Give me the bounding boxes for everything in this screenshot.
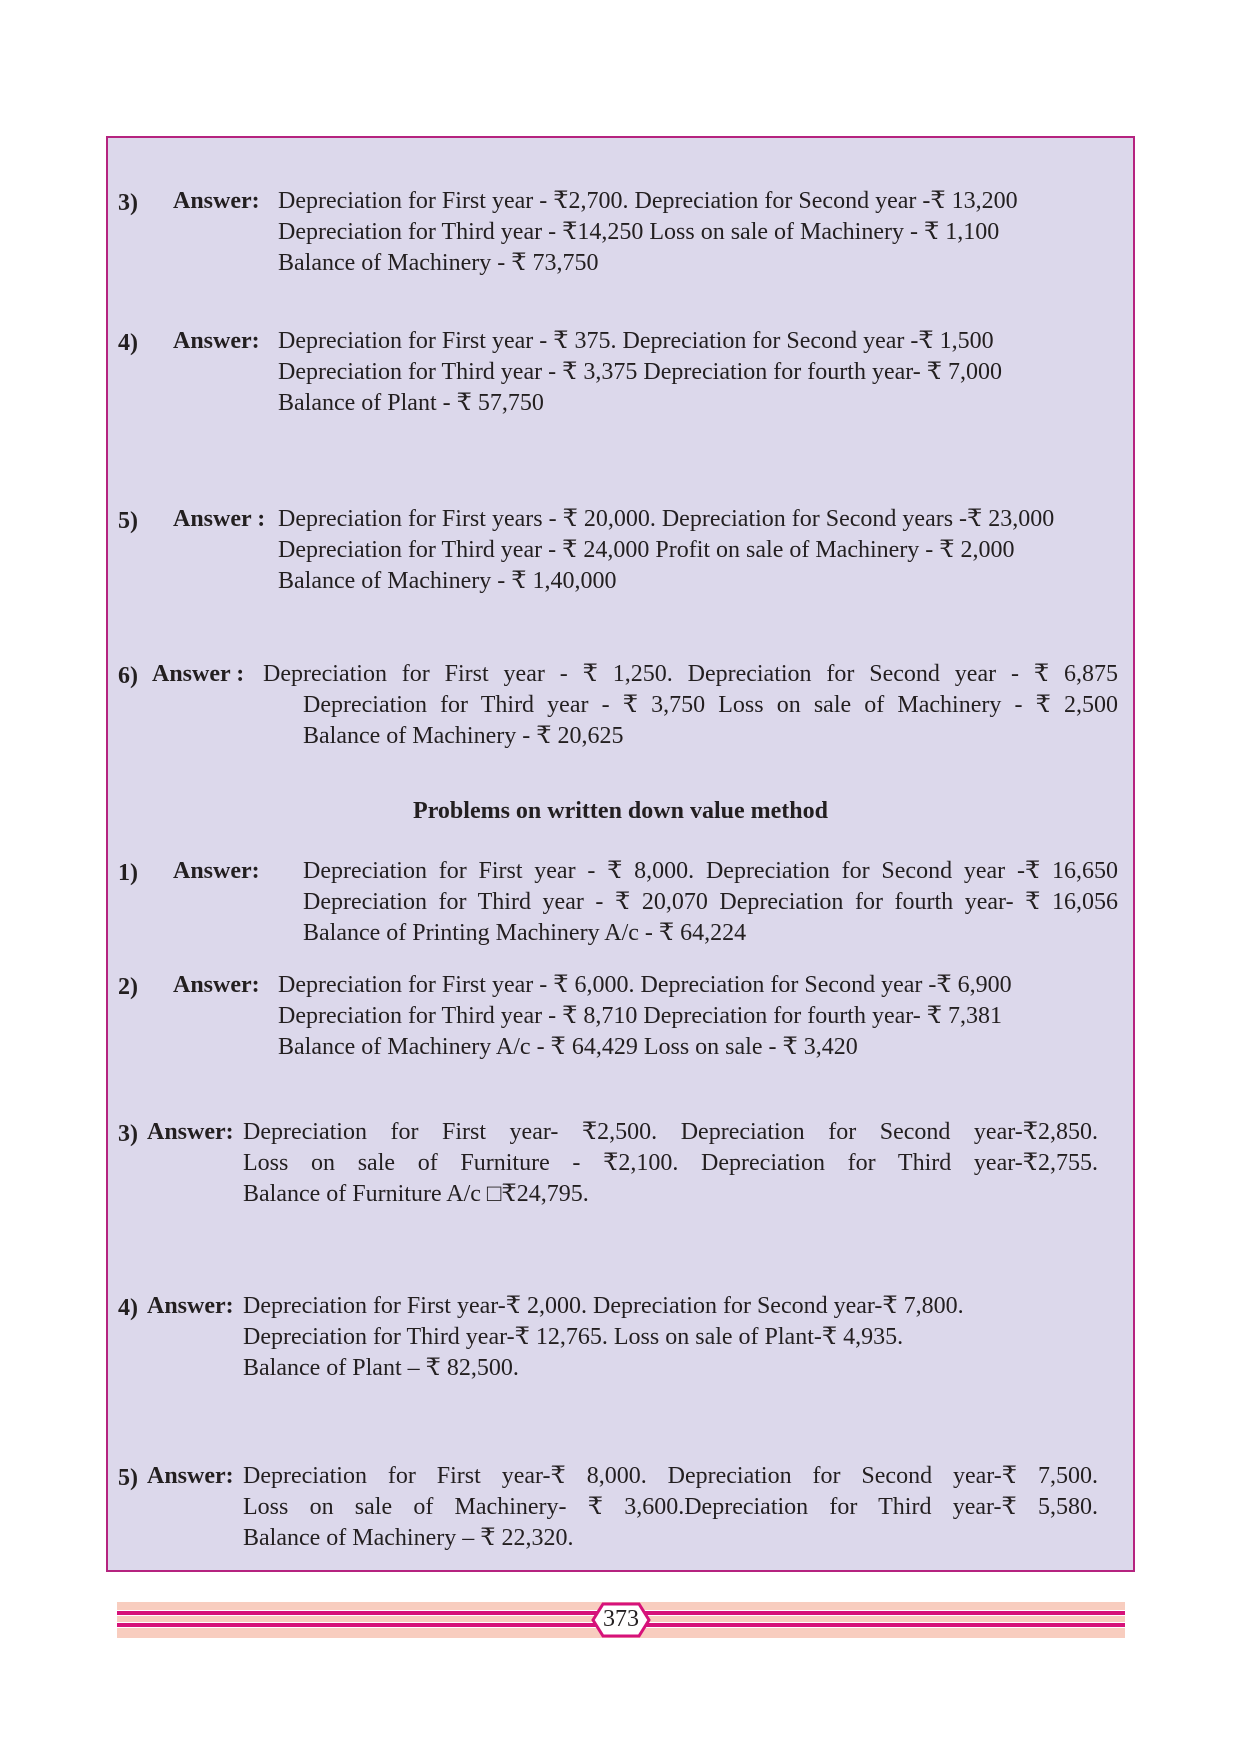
wdv-answer-block-4 <box>118 1291 1098 1386</box>
answer-line: Depreciation for Third year - ₹ 24,000 Profit on sale of Machinery - ₹ 2,000 <box>278 537 1015 563</box>
answer-line: Balance of Machinery A/c - ₹ 64,429 Loss on sale - ₹ 3,420 <box>278 1034 858 1060</box>
answer-line: Loss on sale of Furniture - ₹2,100. Depreciation for Third year-₹2,755. <box>243 1150 1098 1176</box>
answer-label: Answer : <box>173 506 266 532</box>
answer-block-5 <box>118 504 1108 599</box>
answer-line: Balance of Plant – ₹ 82,500. <box>243 1355 519 1381</box>
wdv-answer-block-2 <box>118 970 1108 1065</box>
answer-number: 4) <box>118 330 138 356</box>
answer-line: Balance of Machinery – ₹ 22,320. <box>243 1525 574 1551</box>
answer-line: Depreciation for Third year - ₹ 3,375 Depreciation for fourth year- ₹ 7,000 <box>278 359 1003 385</box>
answer-block-3 <box>118 186 1108 281</box>
answer-label: Answer: <box>147 1119 234 1145</box>
answer-number: 1) <box>118 860 138 886</box>
answer-label: Answer: <box>173 328 260 354</box>
answer-label: Answer : <box>152 661 245 687</box>
answer-label: Answer: <box>147 1293 234 1319</box>
answer-line: Balance of Printing Machinery A/c - ₹ 64,224 <box>303 920 747 946</box>
answer-line: Depreciation for First year- ₹2,500. Depreciation for Second year-₹2,850. <box>243 1119 1098 1145</box>
answer-label: Answer: <box>173 188 260 214</box>
wdv-answer-block-3 <box>118 1117 1098 1212</box>
answer-line: Depreciation for Third year - ₹ 20,070 Depreciation for fourth year- ₹ 16,056 <box>303 889 1118 915</box>
page-footer <box>117 1602 1125 1638</box>
answer-line: Depreciation for First year - ₹ 1,250. Depreciation for Second year - ₹ 6,875 <box>263 661 1118 687</box>
answers-panel <box>106 136 1135 1572</box>
answer-number: 6) <box>118 663 138 689</box>
answer-label: Answer: <box>173 858 260 884</box>
answer-number: 2) <box>118 974 138 1000</box>
answer-number: 3) <box>118 1121 138 1147</box>
answer-line: Balance of Plant - ₹ 57,750 <box>278 390 544 416</box>
answer-line: Depreciation for Third year-₹ 12,765. Loss on sale of Plant-₹ 4,935. <box>243 1324 904 1350</box>
answer-line: Balance of Machinery - ₹ 73,750 <box>278 250 599 276</box>
answer-block-6 <box>118 659 1118 754</box>
answer-label: Answer: <box>147 1463 234 1489</box>
answer-line: Depreciation for First year - ₹2,700. Depreciation for Second year -₹ 13,200 <box>278 188 1018 214</box>
answer-line: Balance of Machinery - ₹ 1,40,000 <box>278 568 617 594</box>
answer-line: Depreciation for First year-₹ 8,000. Depreciation for Second year-₹ 7,500. <box>243 1463 1098 1489</box>
answer-line: Balance of Furniture A/c □₹24,795. <box>243 1181 589 1207</box>
answer-line: Depreciation for First year - ₹ 8,000. Depreciation for Second year -₹ 16,650 <box>303 858 1118 884</box>
answer-block-4 <box>118 326 1108 421</box>
answer-line: Depreciation for First year-₹ 2,000. Depreciation for Second year-₹ 7,800. <box>243 1293 964 1319</box>
answer-line: Depreciation for First years - ₹ 20,000. Depreciation for Second years -₹ 23,000 <box>278 506 1055 532</box>
answer-line: Depreciation for Third year - ₹14,250 Loss on sale of Machinery - ₹ 1,100 <box>278 219 1000 245</box>
answer-line: Depreciation for First year - ₹ 375. Depreciation for Second year -₹ 1,500 <box>278 328 994 354</box>
page-number: 373 <box>603 1606 639 1632</box>
answer-label: Answer: <box>173 972 260 998</box>
answer-line: Depreciation for Third year - ₹ 8,710 Depreciation for fourth year- ₹ 7,381 <box>278 1003 1003 1029</box>
answer-line: Loss on sale of Machinery- ₹ 3,600.Depreciation for Third year-₹ 5,580. <box>243 1494 1098 1520</box>
section-heading: Problems on written down value method <box>413 798 828 824</box>
answer-number: 5) <box>118 508 138 534</box>
page-number-badge <box>591 1602 651 1638</box>
answer-line: Depreciation for First year - ₹ 6,000. Depreciation for Second year -₹ 6,900 <box>278 972 1012 998</box>
answer-number: 5) <box>118 1465 138 1491</box>
wdv-answer-block-5 <box>118 1461 1098 1556</box>
answer-line: Balance of Machinery - ₹ 20,625 <box>303 723 624 749</box>
answer-line: Depreciation for Third year - ₹ 3,750 Loss on sale of Machinery - ₹ 2,500 <box>303 692 1118 718</box>
wdv-answer-block-1 <box>118 856 1118 951</box>
answer-number: 3) <box>118 190 138 216</box>
answer-number: 4) <box>118 1295 138 1321</box>
